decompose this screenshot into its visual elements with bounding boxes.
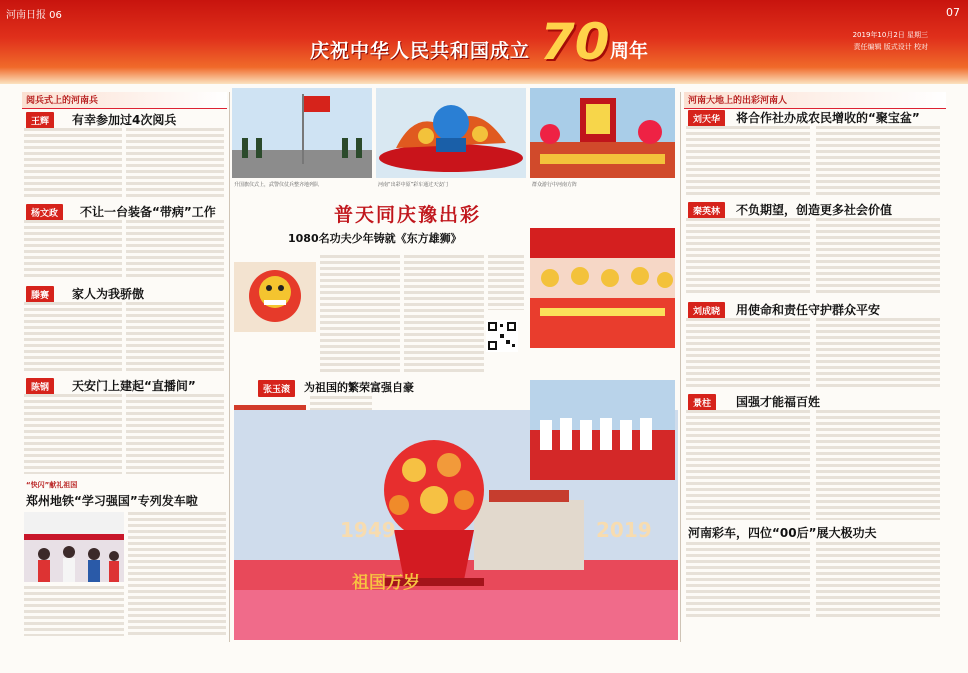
story-body	[816, 318, 940, 388]
year-left: 1949	[340, 518, 396, 542]
story-body	[24, 220, 122, 280]
lion-dance-photo	[234, 262, 316, 332]
story-name-badge: 滕赛	[26, 286, 54, 303]
page-title: 庆祝中华人民共和国成立	[310, 40, 531, 62]
bottom-headline: 郑州地铁“学习强国”专列发车啦	[26, 494, 198, 508]
bottom-headline: 河南彩车，四位“00后”展大极功夫	[688, 526, 877, 540]
story-body	[126, 394, 224, 474]
qr-code[interactable]	[486, 320, 518, 352]
story-name-badge: 秦英林	[688, 202, 725, 219]
right-column	[684, 92, 946, 632]
right-section-tag: 河南大地上的出彩河南人	[684, 92, 946, 109]
story-body	[24, 302, 122, 372]
story-body	[126, 128, 224, 198]
sub-tag: “快闪”献礼祖国	[26, 481, 78, 489]
story-body	[686, 318, 810, 388]
story-body	[816, 542, 940, 620]
story-body	[686, 410, 810, 520]
center-story-body	[488, 255, 524, 310]
story-headline: 将合作社办成农民增收的“聚宝盆”	[736, 111, 920, 125]
flag-ceremony-photo	[232, 88, 372, 178]
editor-line: 责任编辑 版式设计 校对	[853, 43, 928, 51]
center-story-headline: 1080名功夫少年铸就《东方雄狮》	[288, 232, 462, 245]
page-title-suffix: 周年	[610, 40, 649, 62]
story-body	[686, 218, 810, 294]
column-divider	[229, 92, 230, 642]
left-section-tag: 阅兵式上的河南兵	[22, 92, 227, 109]
left-page-number: 河南日报 06	[6, 10, 62, 21]
story-body	[686, 126, 810, 196]
photo-caption: 升国旗仪式上，武警仪仗兵整齐地列队	[234, 182, 320, 188]
anniversary-number: 70	[540, 13, 610, 71]
header-banner	[0, 0, 968, 84]
photo-caption: 河南“出彩中原”彩车通过天安门	[378, 182, 449, 188]
story-body	[816, 126, 940, 196]
story-headline: 家人为我骄傲	[72, 287, 145, 301]
story-headline: 不负期望，创造更多社会价值	[736, 203, 893, 217]
henan-float-photo	[376, 88, 526, 178]
story-headline: 用使命和责任守护群众平安	[736, 303, 881, 317]
photo-caption: 群众游行中河南方阵	[532, 182, 578, 188]
story-name-badge: 王辉	[26, 112, 54, 129]
story-name-badge: 景柱	[688, 394, 716, 411]
story-name-badge: 刘成晓	[688, 302, 725, 319]
date-line: 2019年10月2日 星期三	[852, 31, 928, 39]
story-headline: 不让一台装备“带病”工作	[80, 205, 216, 219]
column-divider	[680, 92, 681, 642]
story-body	[816, 218, 940, 294]
story-body	[128, 512, 226, 636]
story-name-badge: 陈钢	[26, 378, 54, 395]
story-headline: 天安门上建起“直播间”	[72, 379, 196, 393]
left-column	[22, 92, 227, 672]
henan-parade-photo	[530, 88, 675, 178]
story-body	[126, 302, 224, 372]
story-body	[24, 394, 122, 474]
year-right: 2019	[596, 518, 652, 542]
story-name-badge: 杨文政	[26, 204, 63, 221]
floral-slogan: 祖国万岁	[352, 573, 420, 593]
crowd-photo	[530, 380, 675, 480]
kungfu-performance-photo	[530, 228, 675, 348]
story-body	[126, 220, 224, 280]
story-body	[24, 128, 122, 198]
subway-photo	[24, 512, 124, 582]
right-page-number: 07	[946, 6, 960, 19]
story-headline: 有幸参加过4次阅兵	[72, 113, 177, 127]
story-body	[24, 586, 124, 636]
center-story-body	[320, 255, 400, 375]
story-headline: 国强才能福百姓	[736, 395, 821, 409]
center-story-headline: 为祖国的繁荣富强自豪	[304, 381, 414, 394]
center-banner: 普天同庆豫出彩	[334, 204, 482, 226]
story-name-badge: 张玉滚	[258, 380, 295, 397]
story-name-badge: 刘天华	[688, 110, 725, 127]
story-body	[816, 410, 940, 520]
center-story-body	[404, 255, 484, 375]
story-body	[686, 542, 810, 620]
